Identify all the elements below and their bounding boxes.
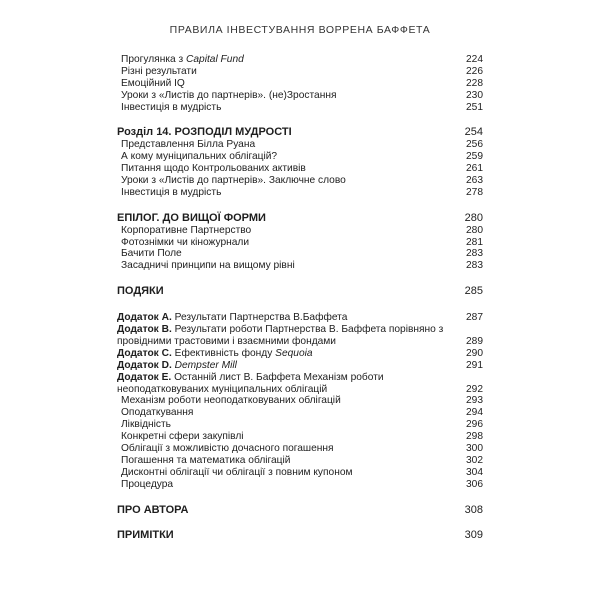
toc-entry[interactable]: Ліквідність 296: [121, 419, 483, 431]
toc-entry[interactable]: Уроки з «Листів до партнерів». (не)Зростання 230: [121, 89, 483, 101]
toc-notes[interactable]: ПРИМІТКИ 309: [117, 529, 483, 542]
toc-entry[interactable]: Конкретні сфери закупівлі 298: [121, 431, 483, 443]
toc-appendix-a[interactable]: Додаток А. Результати Партнерства В.Баффета 287: [117, 312, 483, 324]
toc-thanks[interactable]: ПОДЯКИ 285: [117, 285, 483, 298]
toc-entry[interactable]: Різні результати 226: [121, 65, 483, 77]
toc-entry[interactable]: Питання щодо Контрольованих активів 261: [121, 163, 483, 175]
toc-entry[interactable]: Процедура 306: [121, 478, 483, 490]
toc-entry[interactable]: Бачити Поле 283: [121, 248, 483, 260]
toc-entry[interactable]: Інвестиція в мудрість 251: [121, 101, 483, 113]
toc-appendix-d[interactable]: Додаток D. Dempster Mill 291: [117, 359, 483, 371]
toc-entry[interactable]: Фотознімки чи кіножурнали 281: [121, 236, 483, 248]
running-header: ПРАВИЛА ІНВЕСТУВАННЯ ВОРРЕНА БАФФЕТА: [169, 24, 431, 36]
toc-entry[interactable]: Представлення Білла Руана 256: [121, 139, 483, 151]
toc-entry[interactable]: Погашення та математика облігацій 302: [121, 454, 483, 466]
toc-entry[interactable]: Прогулянка з Capital Fund 224: [121, 54, 483, 65]
table-of-contents: [117, 54, 483, 542]
toc-entry[interactable]: Дисконтні облігації чи облігації з повним купоном 304: [121, 466, 483, 478]
toc-section-14[interactable]: Розділ 14. РОЗПОДІЛ МУДРОСТІ 254: [117, 126, 483, 139]
toc-entry[interactable]: Інвестиція в мудрість 278: [121, 186, 483, 198]
toc-entry[interactable]: Корпоративне Партнерство 280: [121, 224, 483, 236]
toc-appendix-e[interactable]: Додаток Е. Останній лист В. Баффета Механізм роботи неоподатковуваних муніципальних облігацій 292: [117, 371, 483, 395]
toc-about-author[interactable]: ПРО АВТОРА 308: [117, 503, 483, 516]
toc-entry[interactable]: Облігації з можливістю дочасного погашення 300: [121, 443, 483, 454]
toc-appendix-b[interactable]: Додаток В. Результати роботи Партнерства В. Баффета порівняно з провідними трастовими і взаємними фондами 289: [117, 324, 483, 347]
toc-entry[interactable]: Засадничі принципи на вищому рівні 283: [121, 260, 483, 272]
toc-entry[interactable]: Емоційний IQ 228: [121, 77, 483, 89]
toc-appendix-c[interactable]: Додаток С. Ефективність фонду Sequoia 290: [117, 347, 483, 359]
toc-entry[interactable]: Уроки з «Листів до партнерів». Заключне слово 263: [121, 175, 483, 187]
toc-entry[interactable]: А кому муніципальних облігацій? 259: [121, 151, 483, 163]
toc-entry[interactable]: Механізм роботи неоподатковуваних облігацій 293: [121, 395, 483, 407]
toc-epilog[interactable]: ЕПІЛОГ. ДО ВИЩОЇ ФОРМИ 280: [117, 211, 483, 224]
toc-entry[interactable]: Оподаткування 294: [121, 407, 483, 419]
